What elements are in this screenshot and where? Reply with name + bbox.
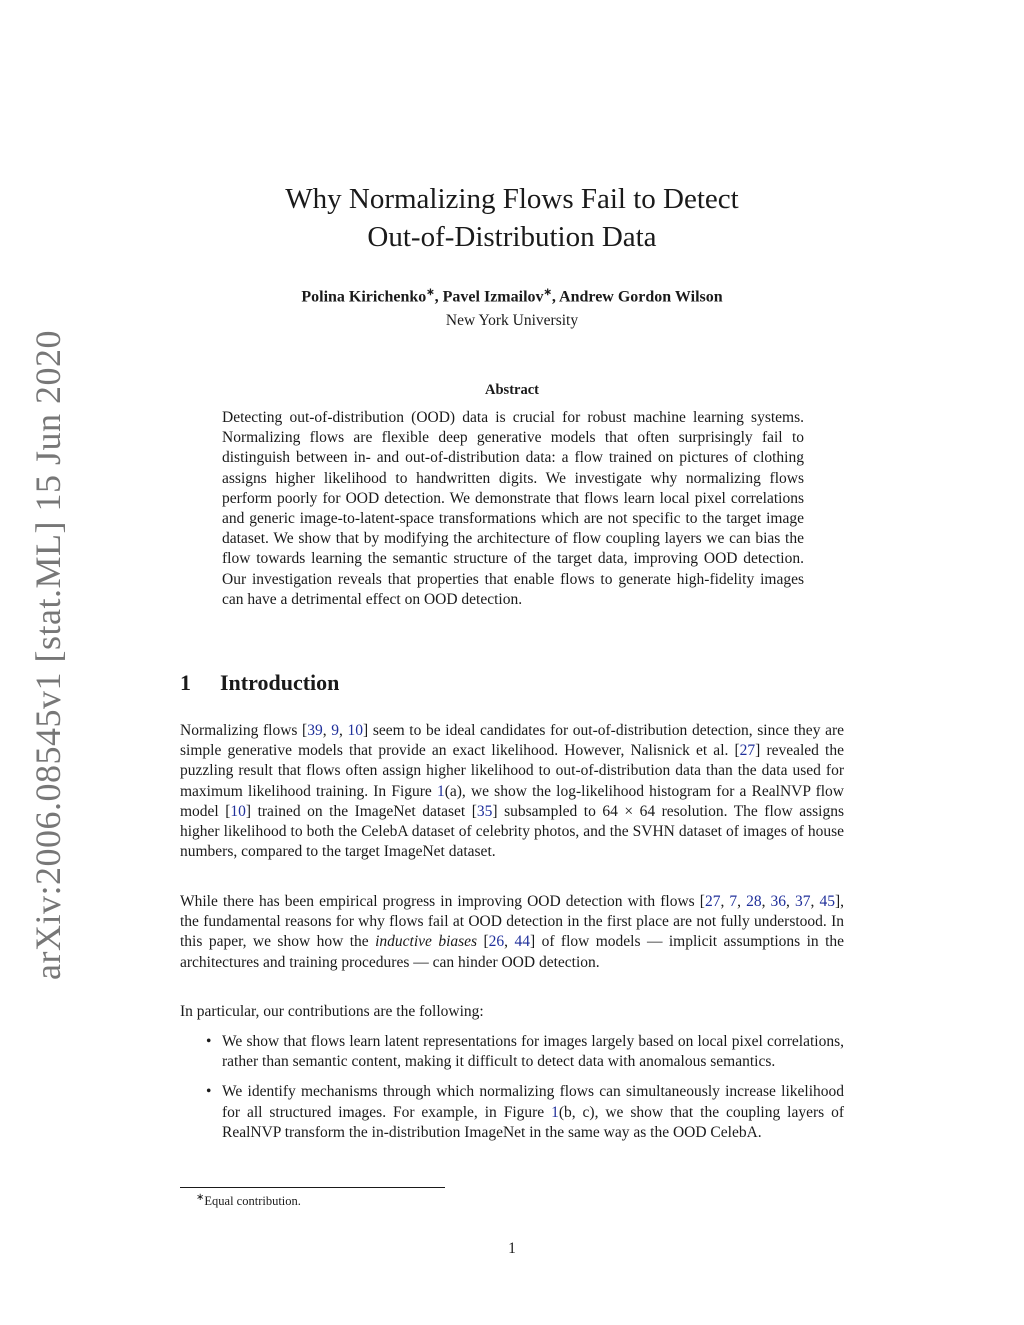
citation-link[interactable]: 37 — [795, 893, 811, 910]
citation-link[interactable]: 44 — [514, 933, 530, 951]
list-item-text: We show that flows learn latent representations for images largely based on local pixel correlations, rather than semantic content, making it difficult to detect data with anomalous semantics. — [222, 1033, 844, 1071]
equal-contribution-mark: ∗ — [543, 287, 552, 298]
text-run: ], the fundamental reasons for why flows fail at OOD detection in the first place are not fully understood. In this paper, we show how the — [180, 893, 844, 951]
author-separator: , — [434, 288, 443, 306]
author-1: Polina Kirichenko — [301, 288, 427, 306]
citation-link[interactable]: 10 — [230, 802, 246, 820]
emphasis-inductive-biases: inductive biases — [375, 933, 478, 951]
citation-link[interactable]: 27 — [704, 893, 721, 910]
text-run: , — [339, 722, 348, 739]
citation-link[interactable]: 39 — [307, 722, 323, 739]
text-run: , — [737, 893, 747, 910]
equal-contribution-mark: ∗ — [426, 287, 435, 298]
intro-paragraph-1 — [180, 721, 844, 862]
abstract-text: Detecting out-of-distribution (OOD) data is crucial for robust machine learning systems. Normalizing flows are flexible deep generative models that often surprisingly fail to distinguish between in- and out-of-distribution data: a flow trained on pictures of clothing assigns higher likelihood to handwritten digits. We investigate why normalizing flows perform poorly for OOD detection. We demonstrate that flows learn local pixel correlations and generic image-to-latent-space transformations which are not specific to the target image dataset. We show that by modifying the architecture of flow coupling layers we can bias the flow towards learning the semantic structure of the target data, improving OOD detection. Our investigation reveals that properties that enable flows to generate high-fidelity images can have a detrimental effect on OOD detection. — [222, 409, 804, 608]
page-number: 1 — [508, 1240, 516, 1257]
author-list — [180, 287, 844, 306]
citation-link[interactable]: 35 — [476, 802, 493, 820]
text-run: Normalizing flows [ — [180, 722, 308, 739]
citation-link[interactable]: 36 — [770, 893, 787, 910]
section-number: 1 — [180, 670, 191, 695]
text-run: ] revealed the puzzling result that flows often assign higher likelihood to out-of-distribution data than the data used for maximum likelihood training. In Figure — [180, 742, 844, 800]
figure-link[interactable]: 1 — [551, 1103, 559, 1121]
author-2: Pavel Izmailov — [442, 288, 544, 306]
footnote — [196, 1192, 301, 1209]
title-line-2: Out-of-Distribution Data — [367, 221, 657, 253]
affiliation: New York University — [445, 312, 579, 329]
citation-link[interactable]: 45 — [819, 893, 835, 910]
footnote-text: Equal contribution. — [204, 1194, 301, 1209]
bullet-icon: • — [206, 1083, 212, 1101]
text-run: (a), we show the log-likelihood histogram for a RealNVP flow model [ — [180, 782, 844, 820]
text-run: We identify mechanisms through which normalizing flows can simultaneously increase likelihood for all structured images. For example, in Figure — [222, 1083, 844, 1121]
title-line-1: Why Normalizing Flows Fail to Detect — [285, 183, 739, 215]
footnote-divider — [180, 1187, 445, 1188]
text-run: ] seem to be ideal candidates for out-of-distribution detection, since they are simple generative models that provide an exact likelihood. However, Nalisnick et al. [ — [180, 722, 844, 760]
text-run: (b, c), we show that the coupling layers of RealNVP transform the in-distribution ImageNet in the same way as the OOD CelebA. — [222, 1103, 844, 1141]
contributions-list — [180, 1032, 844, 1153]
text-run: [ — [477, 933, 489, 951]
paper-title — [180, 180, 844, 256]
citation-link[interactable]: 7 — [729, 893, 738, 910]
intro-paragraph-2 — [180, 892, 844, 973]
text-run: ] of flow models — implicit assumptions in the architectures and training procedures — can hinder OOD detection. — [180, 933, 845, 971]
footnote-mark: ∗ — [196, 1192, 205, 1203]
text-run: ] subsampled to 64 × 64 resolution. The flow assigns higher likelihood to both the CelebA dataset of celebrity photos, and the SVHN dataset of images of house numbers, compared to the target ImageNet dataset. — [180, 802, 845, 861]
list-item — [180, 1082, 844, 1143]
author-separator: , — [551, 288, 560, 306]
text-run: , — [810, 893, 820, 910]
list-item — [180, 1032, 844, 1072]
arxiv-sidebar — [18, 330, 78, 980]
text-run: , — [761, 893, 771, 910]
text-run: , — [504, 933, 515, 951]
section-heading-introduction — [180, 670, 339, 696]
arxiv-identifier[interactable]: arXiv:2006.08545v1 [stat.ML] 15 Jun 2020 — [28, 330, 69, 980]
text-run: , — [720, 893, 730, 910]
citation-link[interactable]: 10 — [347, 722, 364, 739]
citation-link[interactable]: 26 — [488, 933, 505, 951]
text-run: , — [322, 722, 332, 739]
intro-paragraph-3: In particular, our contributions are the following: — [180, 1003, 484, 1020]
abstract-heading: Abstract — [485, 382, 539, 398]
text-run: While there has been empirical progress in improving OOD detection with flows [ — [180, 893, 705, 910]
author-3: Andrew Gordon Wilson — [559, 288, 723, 306]
text-run: , — [786, 893, 795, 910]
section-title: Introduction — [220, 670, 340, 695]
figure-link[interactable]: 1 — [436, 782, 445, 800]
bullet-icon: • — [206, 1033, 212, 1050]
citation-link[interactable]: 9 — [331, 722, 339, 739]
citation-link[interactable]: 27 — [739, 742, 756, 760]
citation-link[interactable]: 28 — [746, 893, 762, 910]
text-run: ] trained on the ImageNet dataset [ — [245, 802, 477, 820]
